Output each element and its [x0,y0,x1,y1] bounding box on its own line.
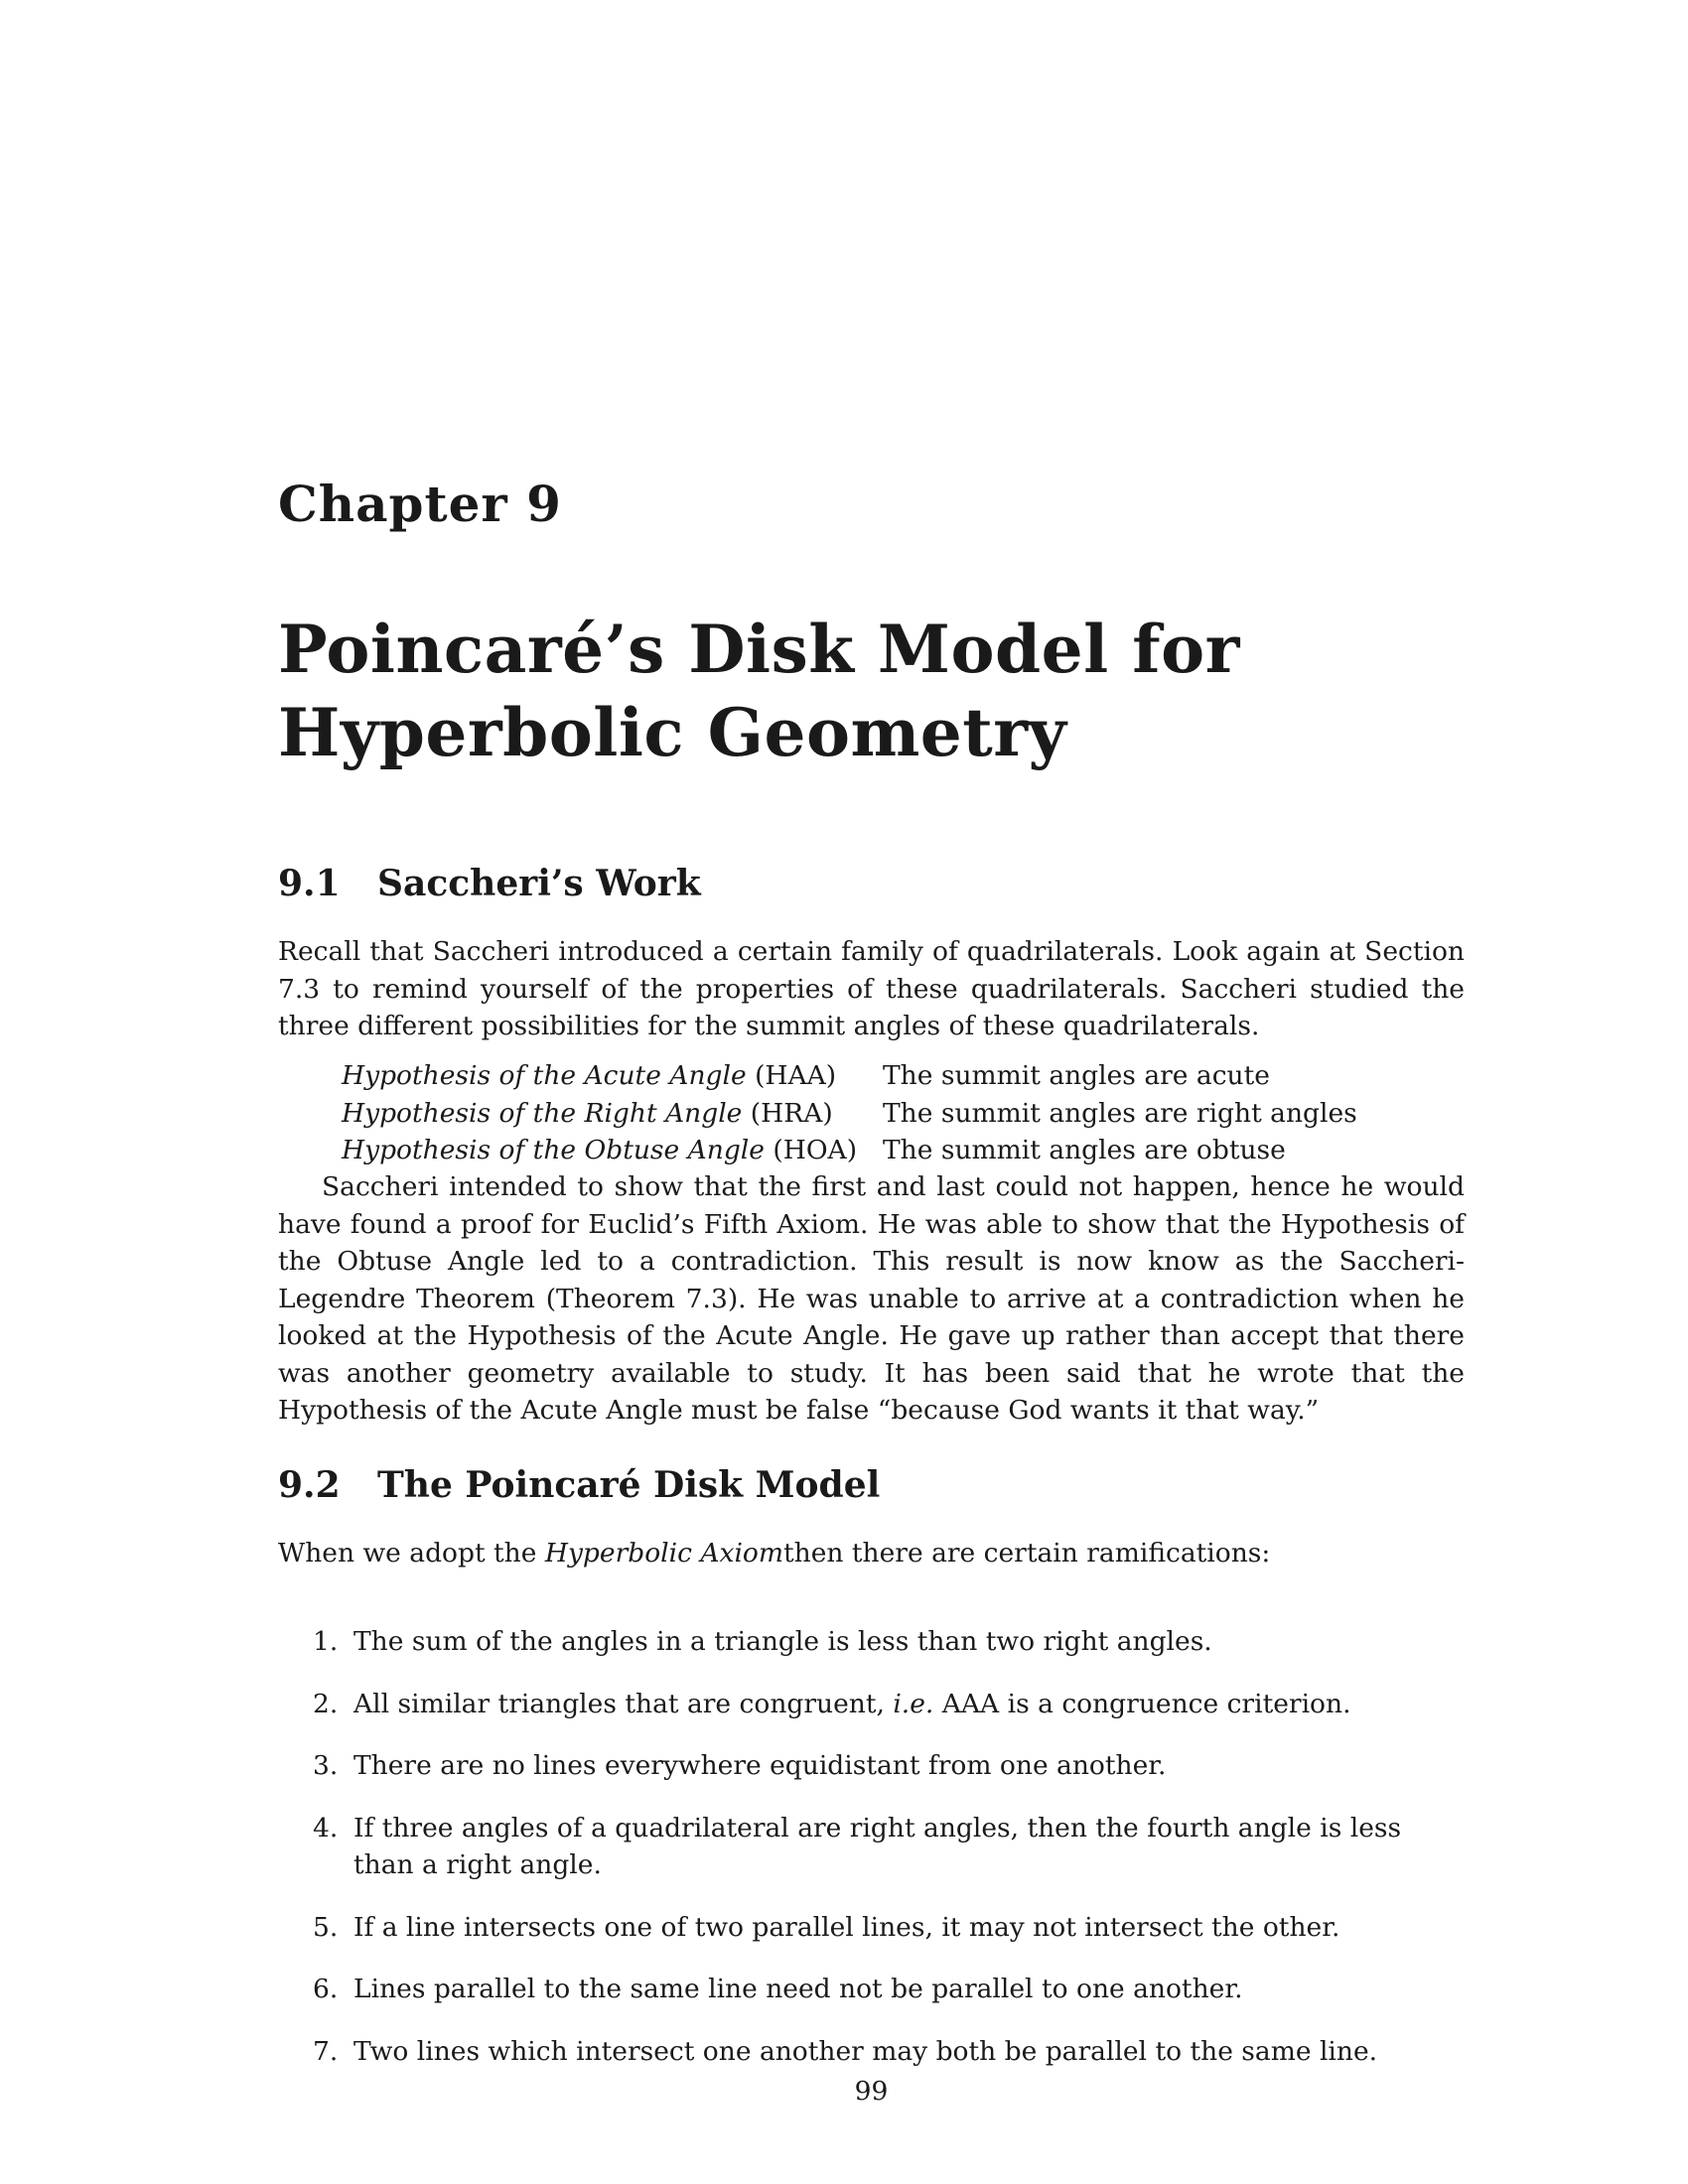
section-heading-9-1 [278,863,701,904]
hyperbolic-axiom-term: Hyperbolic Axiom [544,1538,784,1569]
chapter-title-line-2: Hyperbolic Geometry [278,694,1067,771]
hypothesis-row [342,1057,1357,1095]
hypothesis-name: Hypothesis of the Acute Angle [342,1060,747,1091]
section-number: 9.1 [278,863,341,904]
list-item-text: Lines parallel to the same line need not be parallel to one another. [353,1974,1243,2004]
section-number: 9.2 [278,1464,341,1506]
ramifications-list [278,1623,1465,2095]
hypothesis-abbr: (HAA) [746,1060,837,1091]
list-item-number: 4. [313,1812,339,1843]
list-item [278,2033,1465,2071]
hypothesis-name: Hypothesis of the Obtuse Angle [342,1135,765,1165]
chapter-label: Chapter 9 [278,475,562,533]
hypothesis-description: The summit angles are obtuse [883,1135,1286,1165]
list-item-number: 5. [313,1911,339,1943]
page-number: 99 [854,2076,889,2107]
list-item-text: Two lines which intersect one another may both be parallel to the same line. [353,2035,1378,2067]
section-1-intro-paragraph: Recall that Saccheri introduced a certain family of quadrilaterals. Look again at Section 7.3 to remind yourself of the properties of these quadrilaterals. Saccheri studied the three different possibilities for the summit angles of these quadrilaterals. [278,936,1465,1041]
chapter-title [278,608,1240,774]
list-item-number: 2. [313,1688,339,1719]
list-item [278,1810,1465,1884]
list-item-number: 6. [313,1974,339,2004]
section-1-body-paragraph: Saccheri intended to show that the first and last could not happen, hence he would have found a proof for Euclid’s Fifth Axiom. He was able to show that the Hypothesis of the Obtuse Angle led to a contradiction. This result is now know as the Saccheri-Legendre Theorem (Theorem 7.3). He was unable to arrive at a contradiction when he looked at the Hypothesis of the Acute Angle. He gave up rather than accept that there was another geometry available to study. It has been said that he wrote that the Hypothesis of the Acute Angle must be false “because God wants it that way.” [278,1171,1465,1426]
list-item [278,1747,1465,1785]
list-item [278,1909,1465,1947]
list-item-text: There are no lines everywhere equidistant from one another. [353,1750,1167,1781]
section-heading-9-2 [278,1464,881,1506]
list-item [278,1686,1465,1723]
document-page [278,0,1465,2184]
hypothesis-row [342,1132,1357,1169]
section-2-intro-paragraph: When we adopt the Hyperbolic Axiomthen there are certain ramifications: [278,1538,1271,1569]
hypotheses-table [342,1057,1357,1169]
list-item-text: All similar triangles that are congruent, [353,1688,894,1719]
list-item [278,1623,1465,1661]
list-item-italic: i.e. [893,1688,934,1719]
list-item-text: If a line intersects one of two parallel lines, it may not intersect the other. [353,1911,1340,1943]
hypothesis-description: The summit angles are right angles [883,1097,1357,1129]
hypothesis-description: The summit angles are acute [883,1060,1270,1091]
section-title: Saccheri’s Work [377,863,701,904]
list-item-text-after: AAA is a congruence criterion. [933,1688,1351,1719]
list-item-number: 1. [313,1626,339,1657]
hypothesis-row [342,1095,1357,1133]
list-item-text: If three angles of a quadrilateral are right angles, then the fourth angle is less than a right angle. [353,1812,1402,1880]
list-item [278,1971,1465,2008]
hypothesis-abbr: (HOA) [764,1135,858,1165]
list-item-text: The sum of the angles in a triangle is less than two right angles. [353,1626,1212,1657]
list-item-number: 3. [313,1750,339,1781]
hypothesis-abbr: (HRA) [742,1097,833,1129]
hypothesis-name: Hypothesis of the Right Angle [342,1097,743,1129]
section-title: The Poincaré Disk Model [377,1464,881,1506]
list-item-number: 7. [313,2035,339,2067]
chapter-title-line-1: Poincaré’s Disk Model for [278,611,1240,688]
